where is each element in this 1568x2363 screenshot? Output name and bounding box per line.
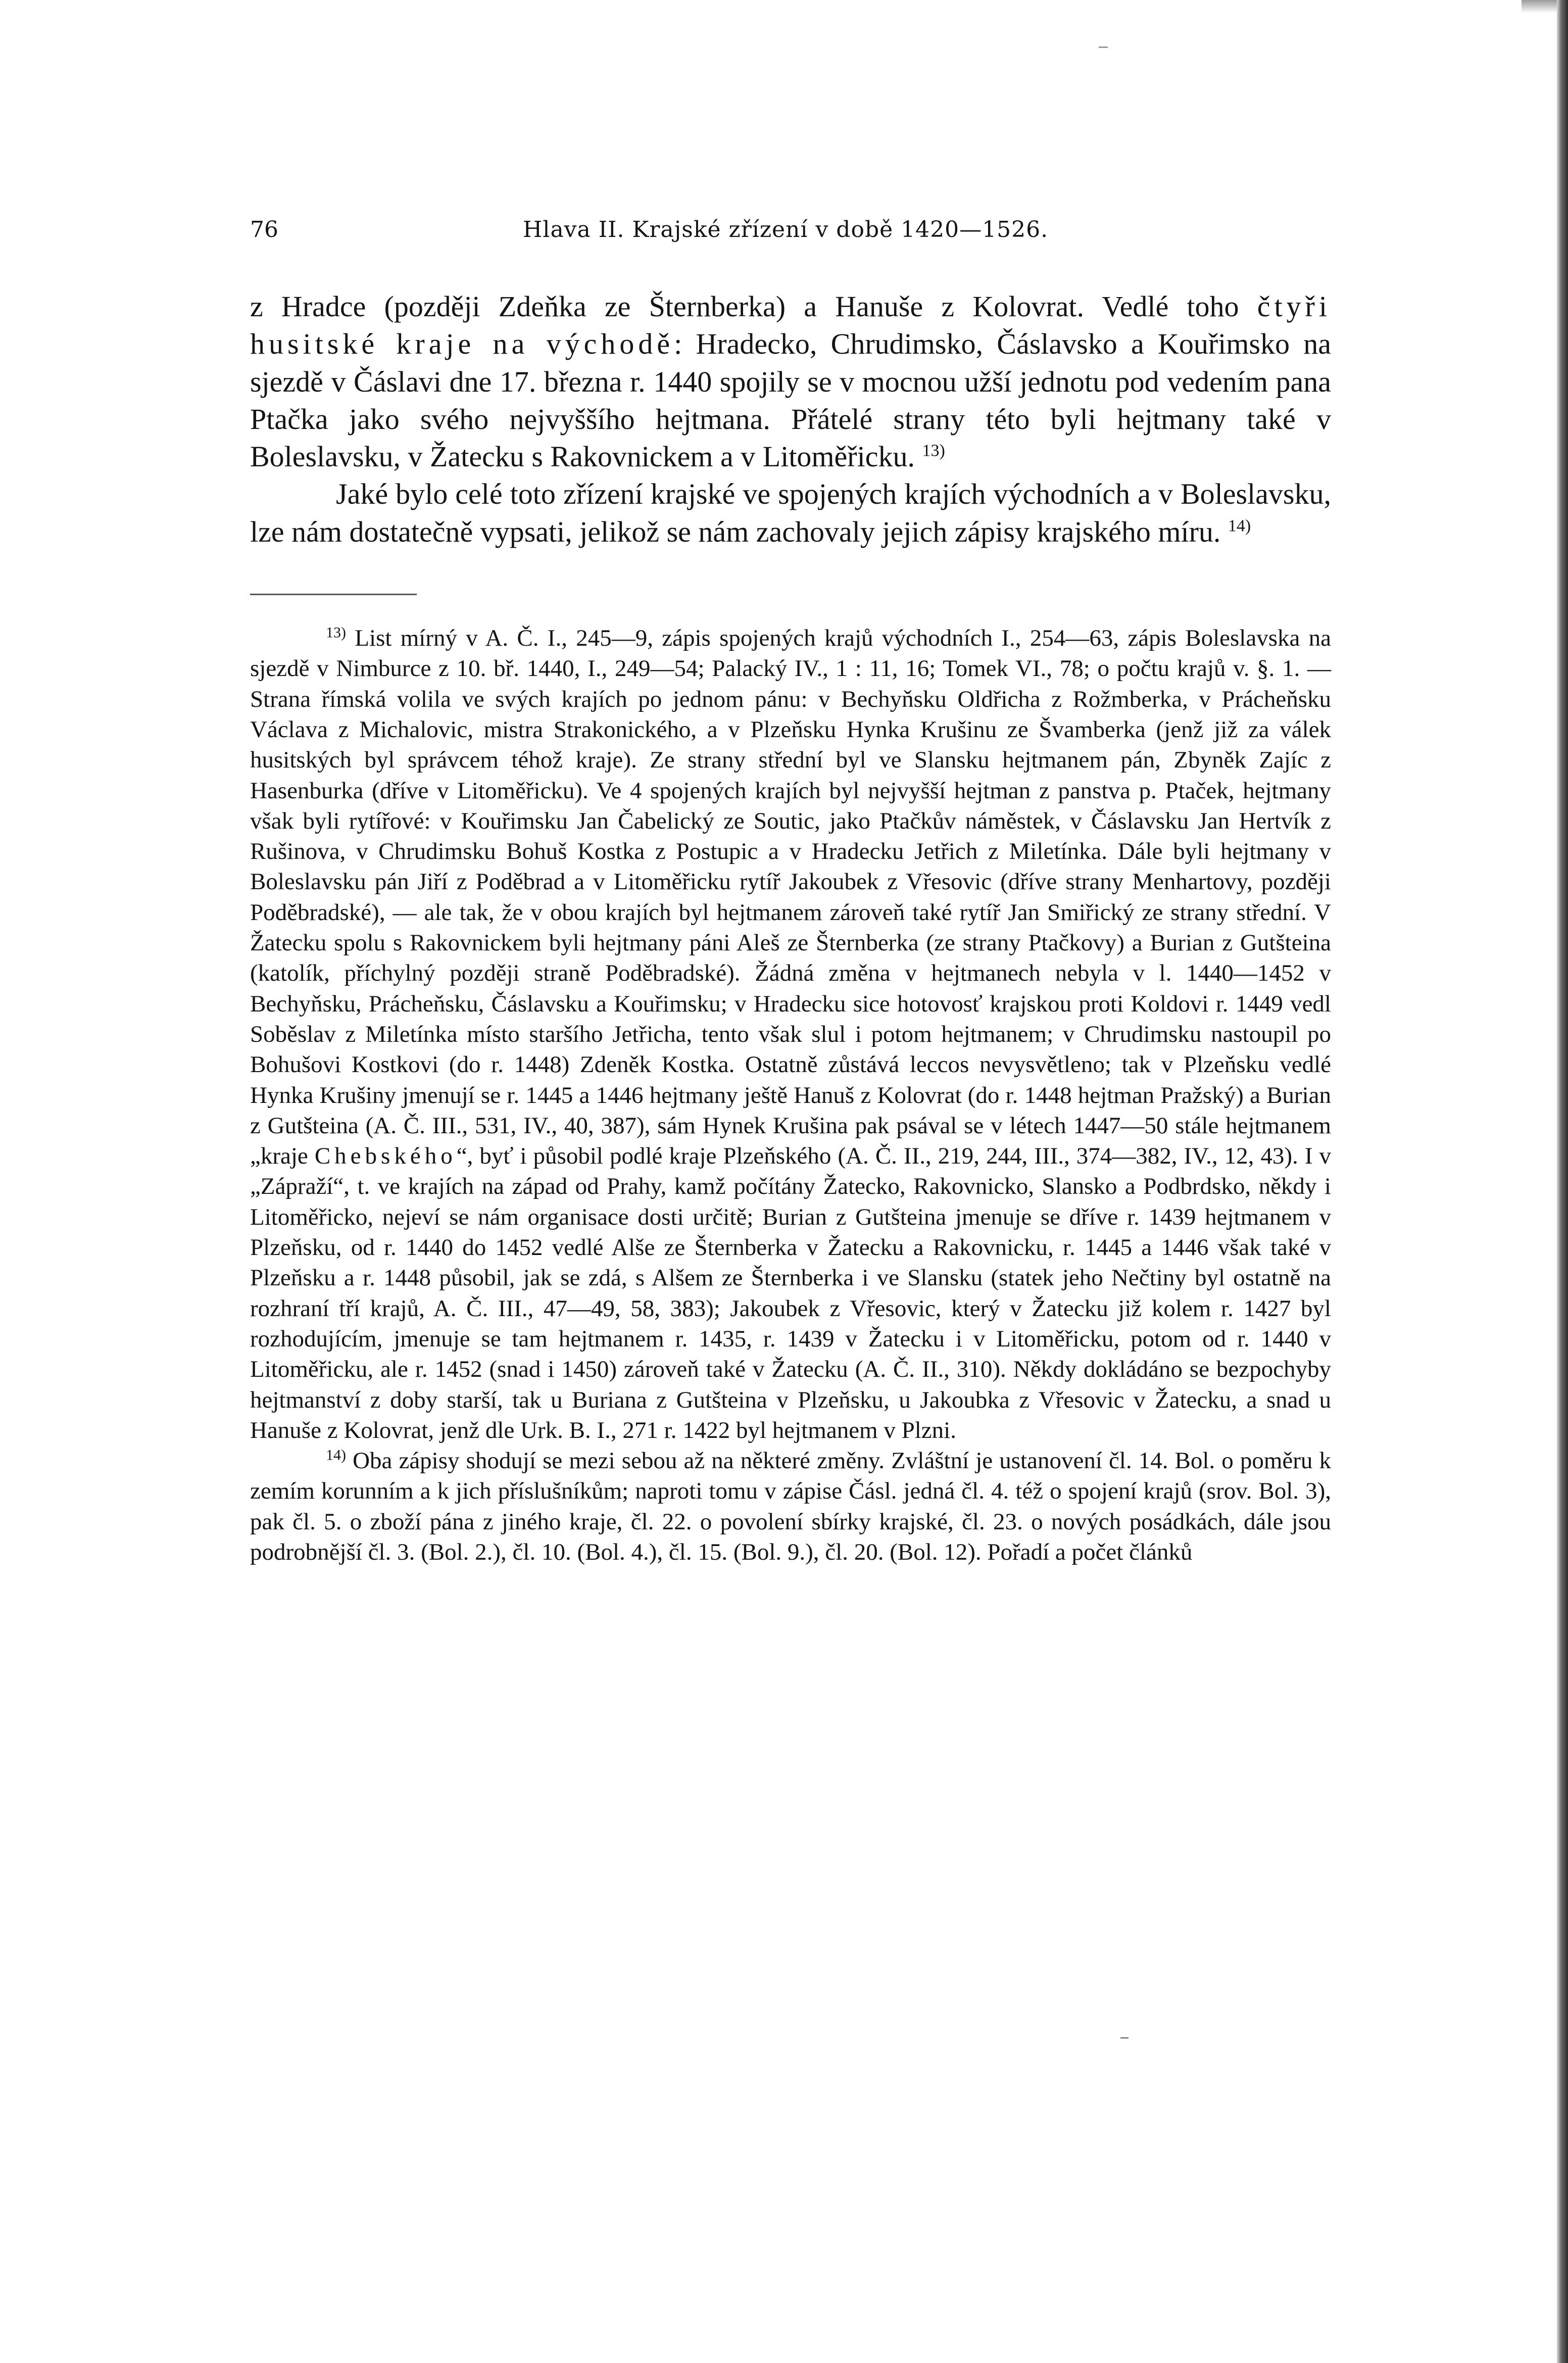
footnote-13-marker: 13) [326, 624, 346, 641]
footnote-14-text: Oba zápisy shodují se mezi sebou až na některé změny. Zvláštní je ustanovení čl. 14. Bol. o poměru k zemím korunním a k jich příslušníkům; naproti tomu v zápise Čásl. jedná čl. 4. též o spojení krajů (srov. Bol. 3), pak čl. 5. o zboží pána z jiného kraje, čl. 22. o povolení sbírky krajské, čl. 23. o nových posádkách, dále jsou podrobnější čl. 3. (Bol. 2.), čl. 10. (Bol. 4.), čl. 15. (Bol. 9.), čl. 20. (Bol. 12). Pořadí a počet článků [250, 1448, 1331, 1565]
footnote-13-text-b: “, byť i působil podlé kraje Plzeňského (A. Č. II., 219, 244, III., 374—382, IV., 12, 43). I v „Zápraží“, t. ve krajích na západ od Prahy, kamž počítány Žatecko, Rakovnicko, Slansko a Podbrdsko, někdy i Litoměřicko, nejeví se nám organisace dosti určitě; Burian z Gutšteina jmenuje se dříve r. 1439 hejtmanem v Plzeňsku, od r. 1440 do 1452 vedlé Alše ze Šternberka v Žatecku a Rakovnicku, r. 1445 a 1446 však také v Plzeňsku a r. 1448 působil, jak se zdá, s Alšem ze Šternberka i ve Slansku (statek jeho Nečtiny byl ostatně na rozhraní tří krajů, A. Č. III., 47—49, 58, 383); Jakoubek z Vřesovic, který v Žatecku již kolem r. 1427 byl rozhodujícím, jmenuje se tam hejtmanem r. 1435, r. 1439 v Žatecku i v Litoměřicku, potom od r. 1440 v Litoměřicku, ale r. 1452 (snad i 1450) zároveň také v Žatecku (A. Č. II., 310). Někdy dokládáno se bezpochyby hejtmanství z doby starší, tak u Buriana z Gutšteina v Plzeňsku, u Jakoubka z Vřesovic v Žatecku, a snad u Hanuše z Kolovrat, jenž dle Urk. B. I., 271 r. 1422 byl hejtmanem v Plzni. [250, 1143, 1331, 1443]
chapter-title: Hlava II. Krajské zřízení v době 1420—1526. [523, 217, 1049, 243]
paragraph-1 [250, 288, 1331, 475]
paragraph-2 [250, 475, 1331, 551]
footnote-13-text-a: List mírný v A. Č. I., 245—9, zápis spojených krajů východních I., 254—63, zápis Boleslavska na sjezdě v Nimburce z 10. bř. 1440, I., 249—54; Palacký IV., 1 : 11, 16; Tomek VI., 78; o počtu krajů v. §. 1. — Strana římská volila ve svých krajích po jednom pánu: v Bechyňsku Oldřicha z Rožmberka, v Prácheňsku Václava z Michalovic, mistra Strakonického, a v Plzeňsku Hynka Krušinu ze Švamberka (jenž již za válek husitských byl správcem téhož kraje). Ze strany střední byl ve Slansku hejtmanem pán, Zbyněk Zajíc z Hasenburka (dříve v Litoměřicku). Ve 4 spojených krajích byl nejvyšší hejtman z panstva p. Ptaček, hejtmany však byli rytířové: v Kouřimsku Jan Čabelický ze Soutic, jako Ptačkův náměstek, v Čáslavsku Jan Hertvík z Rušinova, v Chrudimsku Bohuš Kostka z Postupic a v Hradecku Jetřich z Miletínka. Dále byli hejtmany v Boleslavsku pán Jiří z Poděbrad a v Litoměřicku rytíř Jakoubek z Vřesovic (dříve strany Menhartovy, později Poděbradské), — ale tak, že v obou krajích byl hejtmanem zároveň také rytíř Jan Smiřický ze strany střední. V Žatecku spolu s Rakovnickem byli hejtmany páni Aleš ze Šternberka (ze strany Ptačkovy) a Burian z Gutšteina (katolík, příchylný později straně Poděbradské). Žádná změna v hejtmanech nebyla v l. 1440—1452 v Bechyňsku, Prácheňsku, Čáslavsku a Kouřimsku; v Hradecku sice hotovosť krajskou proti Koldovi r. 1449 vedl Soběslav z Miletínka místo staršího Jetřicha, tento však slul i potom hejtmanem; v Chrudimsku nastoupil po Bohušovi Kostkovi (do r. 1448) Zdeněk Kostka. Ostatně zůstává leccos nevysvětleno; tak v Plzeňsku vedlé Hynka Krušiny jmenují se r. 1445 a 1446 hejtmany ještě Hanuš z Kolovrat (do r. 1448 hejtman Pražský) a Burian z Gutšteina (A. Č. III., 531, IV., 40, 387), sám Hynek Krušina pak psával se v létech 1447—50 stále hejtmanem „kraje [250, 625, 1332, 1170]
footnote-ref-14-number: 14 [1228, 516, 1245, 536]
paragraph-2-text: Jaké bylo celé toto zřízení krajské ve spojených krajích východních a v Boleslavsku, lze nám dostatečně vypsati, jelikož se nám zachovaly jejich zápisy krajského míru. [250, 477, 1331, 548]
footnote-ref-13-number: 13 [922, 441, 940, 460]
book-page [250, 212, 1331, 1567]
footnote-14-number: 14 [326, 1446, 341, 1464]
scan-edge-shadow [1522, 0, 1557, 13]
footnote-ref-13: 13) [922, 441, 945, 460]
scan-edge [1557, 0, 1568, 2363]
footnote-13-emphasis: Chebského [314, 1143, 457, 1170]
footnote-13-number: 13 [326, 624, 341, 641]
paragraph-1-text-b: : Hradecko, Chrudimsko, Čáslavsko a Kouřimsko na sjezdě v Čáslavi dne 17. března r. 1440 spojily se v mocnou užší jednotu pod vedením pana Ptačka jako svého nejvyššího hejtmana. Přátelé strany této byli hejtmany také v Boleslavsku, v Žatecku s Rakovnickem a v Litoměřicku. [250, 327, 1331, 473]
paragraph-1-text-a: z Hradce (později Zdeňka ze Šternberka) a Hanuše z Kolovrat. Vedlé toho [250, 290, 1257, 323]
footnote-14-marker: 14) [326, 1446, 346, 1464]
footnote-14 [250, 1445, 1331, 1567]
scan-mark [1099, 46, 1108, 48]
footnote-divider [250, 594, 417, 595]
emphasis-spaced: čtyři husitské kraje na východě [250, 290, 1331, 361]
footnotes [250, 623, 1331, 1567]
main-text [250, 288, 1331, 551]
scan-mark [1120, 2037, 1129, 2039]
running-head [250, 212, 1331, 258]
footnote-13 [250, 623, 1331, 1445]
footnote-ref-14: 14) [1228, 516, 1251, 536]
page-number: 76 [250, 217, 278, 243]
